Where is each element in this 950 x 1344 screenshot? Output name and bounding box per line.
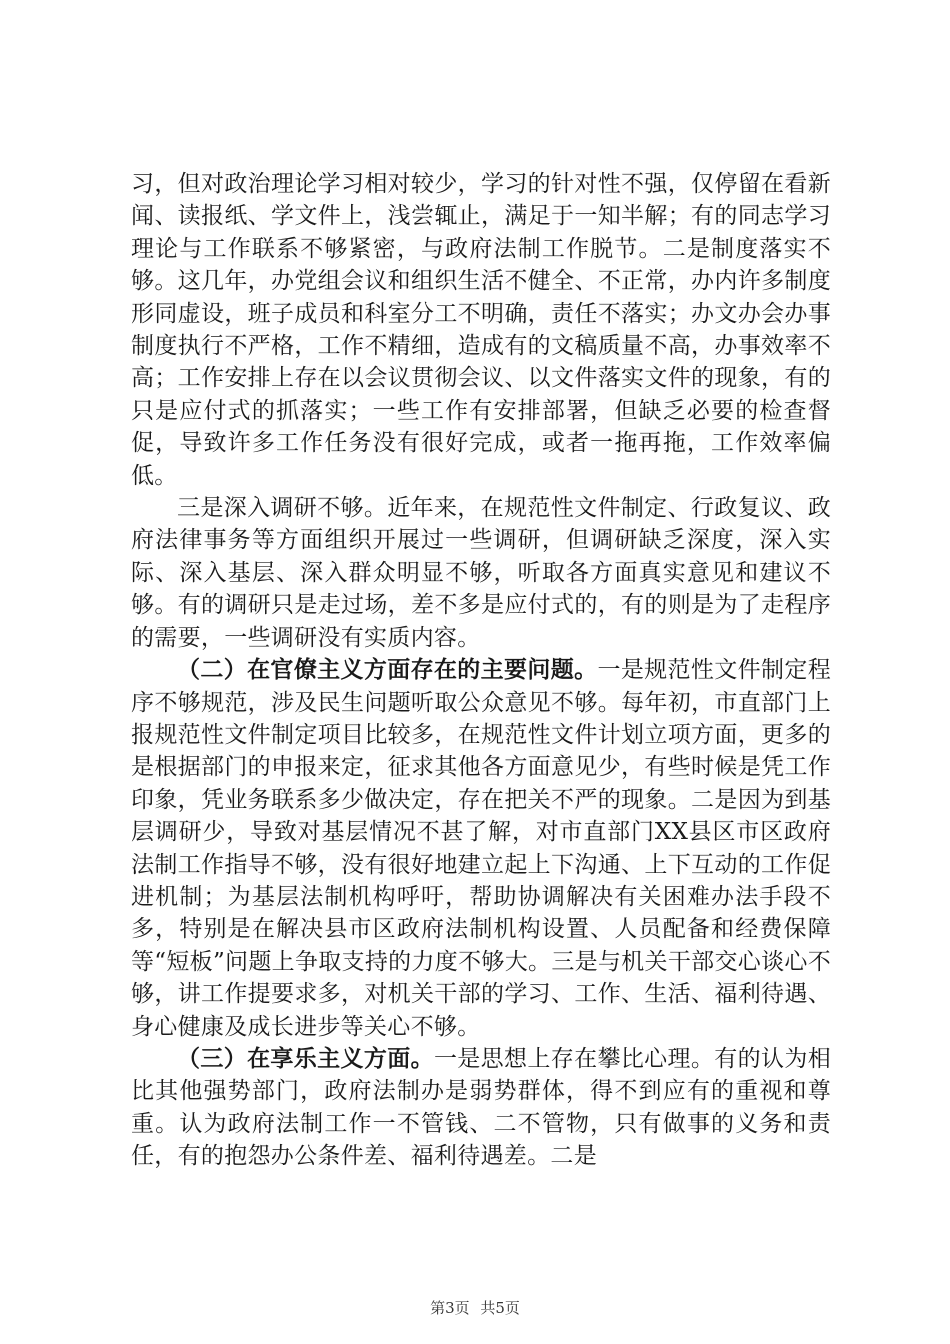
paragraph-continuation (131, 168, 831, 492)
paragraph-text: 一是规范性文件制定程序不够规范，涉及民生问题听取公众意见不够。每年初，市直部门上报规范性文件制定项目比较多，在规范性文件计划立项方面，更多的是根据部门的申报来定，征求其他各方面意见少，有些时候是凭工作印象，凭业务联系多少做决定，存在把关不严的现象。二是因为到基层调研少，导致对基层情况不甚了解，对市直部门XX县区市区政府法制工作指导不够，没有很好地建立起上下沟通、上下互动的工作促进机制；为基层法制机构呼吁，帮助协调解决有关困难办法手段不多，特别是在解决县市区政府法制机构设置、人员配备和经费保障等“短板”问题上争取支持的力度不够大。三是与机关干部交心谈心不够，讲工作提要求多，对机关干部的学习、工作、生活、福利待遇、身心健康及成长进步等关心不够。 (131, 657, 831, 1040)
page-total: 共5页 (480, 1299, 520, 1317)
paragraph-research (131, 492, 831, 654)
paragraph-hedonism (131, 1043, 831, 1173)
page-number: 第3页 (430, 1299, 470, 1317)
paragraph-bureaucracy (131, 654, 831, 1043)
section-heading: （二）在官僚主义方面存在的主要问题。 (177, 657, 598, 684)
page-footer (0, 1297, 950, 1318)
paragraph-text: 一是思想上存在攀比心理。有的认为相比其他强势部门，政府法制办是弱势群体，得不到应有的重视和尊重。认为政府法制工作一不管钱、二不管物，只有做事的义务和责任，有的抱怨办公条件差、福利待遇差。二是 (131, 1045, 831, 1170)
section-heading: （三）在享乐主义方面。 (177, 1045, 434, 1072)
paragraph-text: 三是深入调研不够。近年来，在规范性文件制定、行政复议、政府法律事务等方面组织开展过一些调研，但调研缺乏深度，深入实际、深入基层、深入群众明显不够，听取各方面真实意见和建议不够。有的调研只是走过场，差不多是应付式的，有的则是为了走程序的需要，一些调研没有实质内容。 (131, 495, 831, 651)
document-body (131, 168, 831, 1173)
paragraph-text: 习，但对政治理论学习相对较少，学习的针对性不强，仅停留在看新闻、读报纸、学文件上，浅尝辄止，满足于一知半解；有的同志学习理论与工作联系不够紧密，与政府法制工作脱节。二是制度落实不够。这几年，办党组会议和组织生活不健全、不正常，办内许多制度形同虚设，班子成员和科室分工不明确，责任不落实；办文办会办事制度执行不严格，工作不精细，造成有的文稿质量不高，办事效率不高；工作安排上存在以会议贯彻会议、以文件落实文件的现象，有的只是应付式的抓落实；一些工作有安排部署，但缺乏必要的检查督促，导致许多工作任务没有很好完成，或者一拖再拖，工作效率偏低。 (131, 171, 831, 489)
